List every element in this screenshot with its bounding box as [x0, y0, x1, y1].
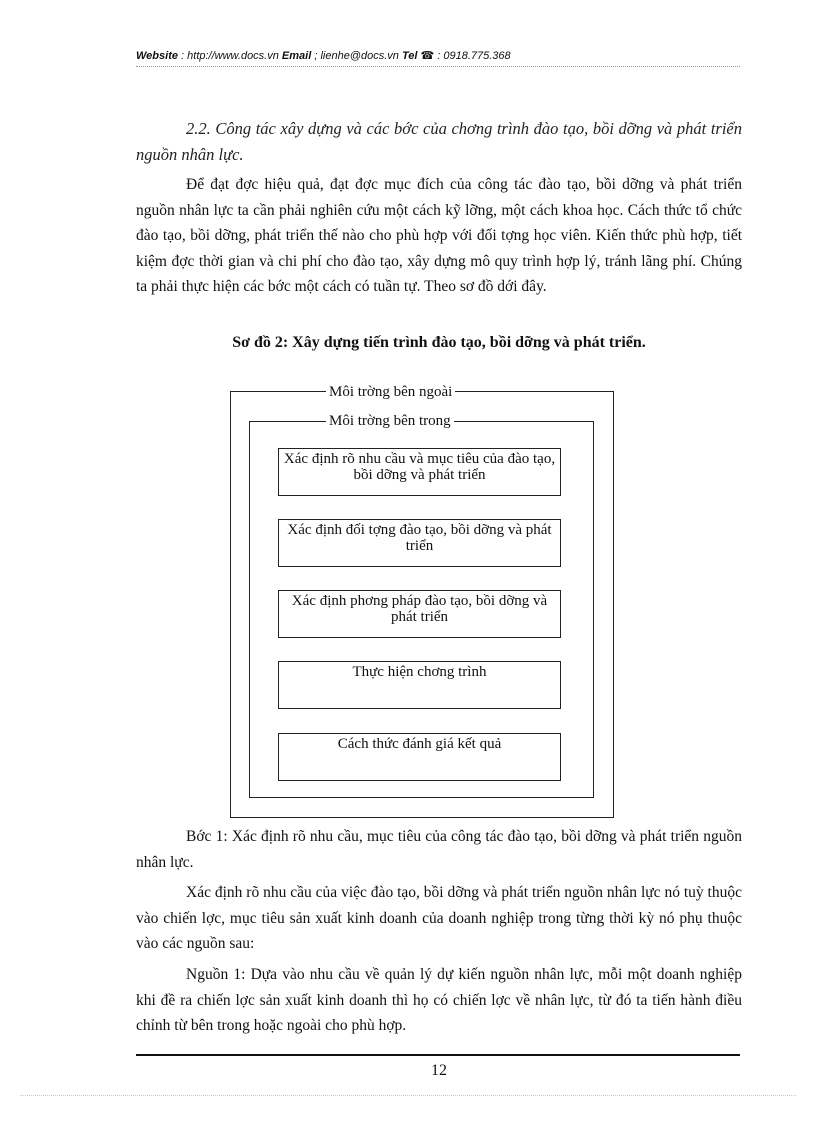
website-label: Website	[136, 50, 178, 62]
intro-paragraph: Để đạt đợc hiệu quả, đạt đợc mục đích của công tác đào tạo, bồi dỡng và phát triển nguồn nhân lực ta cần phải nghiên cứu một cách kỹ lỡng, một cách khoa học. Cách thức tổ chức đào tạo, bồi dỡng, phát triển thế nào cho phù hợp với đối tợng học viên. Kiến thức phù hợp, tiết kiệm đợc thời gian và chi phí cho đào tạo, xây dựng mô quy trình hợp lý, tránh lãng phí. Chúng ta phải thực hiện các bớc một cách có tuần tự. Theo sơ đồ dới đây.	[136, 176, 742, 295]
inner-environment-label: Môi trờng bên trong	[326, 412, 454, 430]
step-box-needs: Xác định rõ nhu cầu và mục tiêu của đào tạo, bồi dỡng và phát triển	[278, 448, 561, 496]
source1-paragraph: Nguồn 1: Dựa vào nhu cầu về quản lý dự kiến nguồn nhân lực, mỗi một doanh nghiệp khi đề ra chiến lợc sản xuất kinh doanh thì họ có chiến lợc về nhân lực, từ đó ta tiến hành điều chỉnh từ bên trong hoặc ngoài cho phù hợp.	[136, 966, 742, 1034]
section-heading: 2.2. Công tác xây dựng và các bớc của chơng trình đào tạo, bồi dỡng và phát triển nguồn nhân lực.	[136, 119, 742, 164]
step1-paragraph: Bớc 1: Xác định rõ nhu cầu, mục tiêu của công tác đào tạo, bồi dỡng và phát triển nguồn nhân lực.	[136, 828, 742, 871]
step-box-method: Xác định phơng pháp đào tạo, bồi dỡng và phát triển	[278, 590, 561, 638]
footer-divider	[136, 1054, 740, 1056]
header-divider	[136, 66, 740, 67]
step-box-execute: Thực hiện chơng trình	[278, 661, 561, 709]
step-box-target: Xác định đối tợng đào tạo, bồi dỡng và phát triển	[278, 519, 561, 567]
website-value: : http://www.docs.vn	[177, 50, 282, 62]
email-value: ; lienhe@docs.vn	[311, 50, 402, 62]
outer-environment-label: Môi trờng bên ngoài	[326, 383, 455, 401]
diagram-caption: Sơ đồ 2: Xây dựng tiến trình đào tạo, bồi dỡng và phát triển.	[232, 334, 646, 351]
step-box-evaluate: Cách thức đánh giá kết quả	[278, 733, 561, 781]
page-number: 12	[431, 1062, 447, 1079]
tel-label: Tel ☎	[401, 50, 435, 62]
tel-value: : 0918.775.368	[434, 50, 511, 62]
email-label: Email	[281, 50, 312, 62]
page-header	[136, 49, 742, 62]
page-bottom-border	[20, 1095, 796, 1096]
needs-paragraph: Xác định rõ nhu cầu của việc đào tạo, bồi dỡng và phát triển nguồn nhân lực nó tuỳ thuộc vào chiến lợc, mục tiêu sản xuất kinh doanh của doanh nghiệp trong từng thời kỳ nó phụ thuộc vào các nguồn sau:	[136, 884, 742, 952]
